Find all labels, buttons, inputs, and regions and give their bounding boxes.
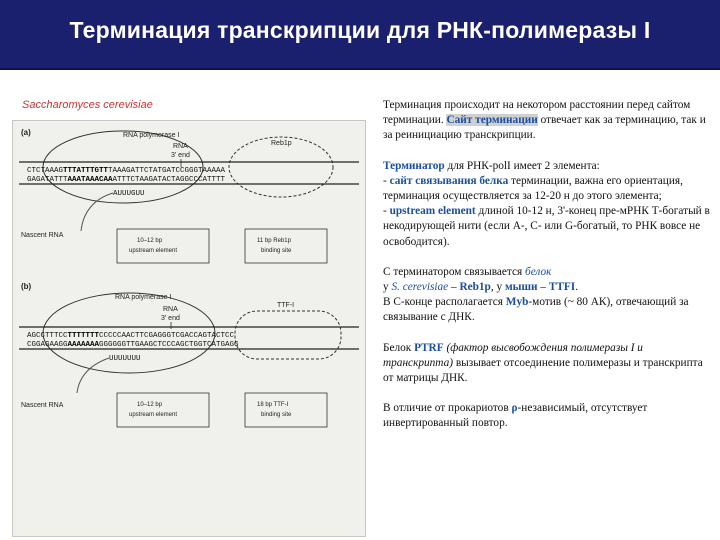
p2-dash1: -: [383, 174, 390, 187]
p3-ttfi: TTFI: [548, 281, 576, 294]
upstream-a-box: [117, 229, 209, 263]
paragraph-2: [383, 159, 713, 250]
paragraph-5: [383, 401, 713, 431]
p2-upstream: upstream element: [389, 205, 476, 218]
p5-a: В отличие от прокариотов: [383, 402, 512, 415]
upstream-a-label: upstream element: [129, 248, 178, 254]
title-bar: [0, 0, 720, 70]
p1-site: Сайт терминации: [446, 114, 538, 127]
nascent-b-label: Nascent RNA: [21, 402, 64, 409]
p3-myb: Myb: [505, 296, 529, 309]
seq-a-top: CTCTAAAGTTTATTTGTTTAAAGATTCTATGATCCGGGTAAAAA: [27, 167, 226, 175]
paragraph-1: [383, 98, 713, 144]
seq-b-top: AGCCTTTCCTTTTTTTCCCCCAACTTCGAGGGTCGACCAGTACTCC: [27, 332, 235, 340]
upstream-b-label: upstream element: [129, 412, 178, 418]
site-a-box: [245, 229, 327, 263]
rna-a-label: RNA: [173, 143, 188, 150]
p2-c: длиной 10-12 н, 3'-конец пре-мРНК Т-богатый в некодирующей нити (если А-, С- или G-богатый, то РНК вовсе не освободится).: [383, 205, 710, 248]
upstream-b-box: [117, 393, 209, 427]
p5-rho: ρ: [511, 402, 518, 415]
p1-text: Терминация происходит на некотором расстоянии перед сайтом терминации.: [383, 99, 691, 127]
p4-c: вызывает отсоединение полимеразы и транскрипта от матрицы ДНК.: [383, 356, 703, 385]
p3-sc: S. cerevisiae: [391, 281, 449, 294]
p3-dash2: –: [537, 281, 549, 294]
p4-a: Белок: [383, 341, 415, 354]
seq-a-bottom: GAGATATTTAAATAAACAAATTTCTAAGATACTAGGCCCATTTT: [27, 176, 226, 184]
p5-b: -независимый, отсутствует инвертированный повтор.: [383, 402, 648, 430]
nascent-b-curve: [77, 358, 109, 393]
rna-b-label: RNA: [163, 306, 178, 313]
polymerase-b-label: RNA polymerase I: [115, 294, 172, 301]
p2-bind: сайт связывания белка: [389, 174, 509, 187]
panel-a-label: (a): [21, 128, 31, 137]
p3-e: В С-конце располагается: [383, 296, 506, 309]
text-column: [383, 98, 713, 447]
panel-b-label: (b): [21, 282, 32, 291]
paragraph-3: [383, 265, 713, 326]
upstream-a-dist: 10–12 bp: [137, 238, 163, 244]
factor-b-shape: [235, 311, 341, 359]
site-a-dist: 11 bp Reb1p: [257, 238, 291, 244]
p1-rest: отвечает как за терминацию, так и за реинициацию транскрипции.: [383, 114, 706, 142]
p3-c: , у: [490, 281, 505, 294]
termination-figure: [12, 120, 366, 537]
p2-term: Терминатор: [383, 159, 445, 172]
p2-b: терминации, важна его ориентация, терминация осуществляется за 12-20 н до этого элемента;: [383, 174, 683, 203]
p3-f: -мотив (~ 80 АК), отвечающий за связывание с ДНК.: [383, 296, 689, 324]
p4-ptrf: PTRF: [414, 341, 444, 354]
p3-reb: Reb1p: [459, 281, 491, 294]
seq-b-bottom: CGGAGAAGGAAAAAAAGGGGGGTTGAAGCTCCCAGCTGGTCATGAGG: [27, 341, 239, 349]
site-a-label: binding site: [261, 248, 292, 254]
upstream-b-dist: 10–12 bp: [137, 402, 163, 408]
end-b-label: 3' end: [161, 315, 180, 322]
rna-b-seq: UUUUUUU: [109, 355, 141, 363]
factor-b-label: TTF-I: [277, 302, 295, 309]
site-b-dist: 18 bp TTF-I: [257, 402, 289, 408]
figure-svg: [13, 121, 365, 536]
polymerase-a-label: RNA polymerase I: [123, 132, 180, 139]
p2-a: для РНК-polI имеет 2 элемента:: [444, 159, 600, 172]
p2-dash2: -: [383, 205, 390, 218]
site-b-box: [245, 393, 327, 427]
site-b-label: binding site: [261, 412, 292, 418]
rna-a-seq: AUUUGUU: [113, 190, 145, 198]
nascent-a-label: Nascent RNA: [21, 232, 64, 239]
p3-mice: мыши: [504, 281, 538, 294]
p3-a: С терминатором связывается: [383, 265, 526, 278]
end-a-label: 3' end: [171, 152, 190, 159]
p3-b: у: [383, 281, 392, 294]
factor-a-label: Reb1p: [271, 140, 292, 147]
p3-dash: –: [448, 281, 460, 294]
species-label: Saccharomyces cerevisiae: [22, 99, 153, 111]
slide-title: Терминация транскрипции для РНК-полимеразы I: [69, 17, 651, 43]
paragraph-4: [383, 341, 713, 387]
p3-protein: белок: [525, 265, 552, 278]
p4-full: (фактор высвобождения полимеразы I и транскрипта): [383, 341, 643, 369]
p3-d: .: [575, 281, 579, 294]
